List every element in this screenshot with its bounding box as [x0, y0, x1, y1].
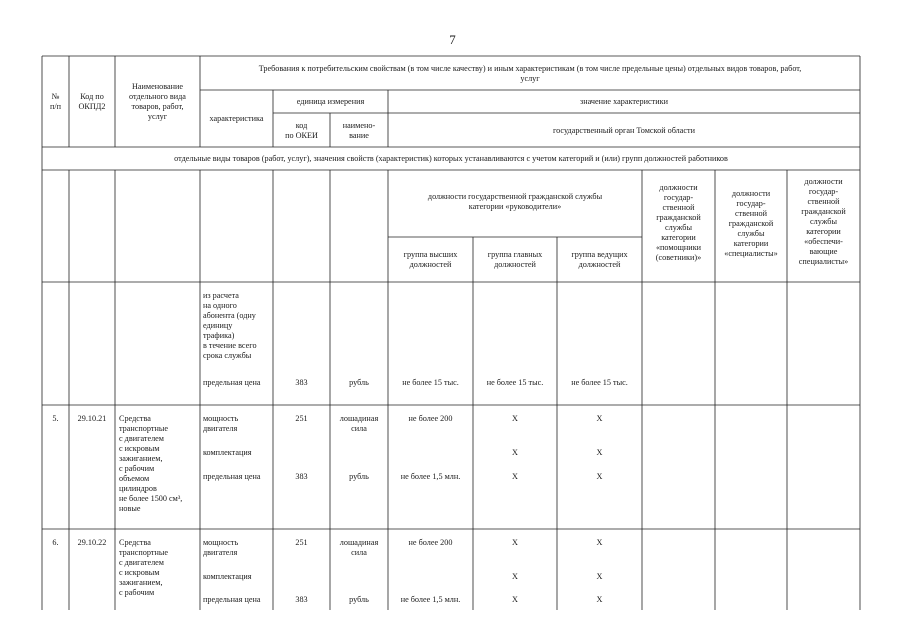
row-price-unit: рубль	[349, 472, 369, 481]
row-power-label: мощность двигателя	[203, 414, 239, 433]
header-unit: единица измерения	[296, 97, 365, 106]
row-power-code: 251	[295, 538, 308, 547]
row-power-unit: лошадиная сила	[339, 538, 379, 557]
cont-v2: не более 15 тыс.	[486, 378, 544, 387]
category-helpers: должности государ- ственной гражданской службы категории «помощники (советники)»	[655, 183, 702, 262]
category-support: должности государ- ственной гражданской службы категории «обеспечи- вающие специалисты»	[798, 177, 849, 266]
cont-v1: не более 15 тыс.	[402, 378, 459, 387]
row-equip-v2: X	[512, 448, 518, 457]
row-code: 29.10.22	[77, 538, 107, 547]
row-price-v2: X	[512, 595, 518, 604]
group-lead: группа ведущих должностей	[571, 250, 628, 269]
row-price-code: 383	[295, 595, 308, 604]
row-price-v3: X	[596, 595, 603, 604]
header-value: значение характеристики	[580, 97, 668, 106]
row-price-v1: не более 1,5 млн.	[400, 472, 461, 481]
row-price-label: предельная цена	[203, 595, 261, 604]
page-number: 7	[449, 32, 456, 47]
cont-price-label: предельная цена	[203, 378, 261, 387]
row-power-code: 251	[295, 414, 308, 423]
row-equip-v3: X	[596, 572, 603, 581]
row-name: Средства транспортные с двигателем с искровым зажиганием, с рабочим	[119, 538, 168, 597]
row-power-v1: не более 200	[408, 414, 453, 423]
header-name: Наименование отдельного вида товаров, работ, услуг	[129, 82, 186, 121]
group-main: группа главных должностей	[487, 250, 543, 269]
row-power-v3: X	[596, 414, 603, 423]
header-org: государственный орган Томской области	[552, 126, 695, 135]
row-price-code: 383	[295, 472, 308, 481]
row-power-unit: лошадиная сила	[339, 414, 379, 433]
header-characteristic: характеристика	[209, 114, 264, 123]
row-num: 6.	[52, 538, 59, 547]
category-leaders: должности государственной гражданской службы категории «руководители»	[427, 192, 603, 211]
row-equip-v3: X	[596, 448, 603, 457]
cont-char-text: из расчета на одного абонента (одну единицу трафика) в течение всего срока службы	[203, 291, 257, 360]
header-unit-name: наимено- вание	[342, 121, 376, 140]
section-row: отдельные виды товаров (работ, услуг), значения свойств (характеристик) которых устанавливаются с учетом категорий и (или) групп должностей работников	[174, 154, 728, 163]
group-high: группа высших должностей	[403, 250, 458, 269]
row-price-unit: рубль	[349, 595, 369, 604]
row-equip-label: комплектация	[203, 448, 252, 457]
row-power-v2: X	[512, 414, 518, 423]
cont-price-unit: рубль	[349, 378, 369, 387]
row-name: Средства транспортные с двигателем с искровым зажиганием, с рабочим объемом цилиндров не более 1500 см³, новые	[119, 414, 183, 513]
row-price-label: предельная цена	[203, 472, 261, 481]
row-power-label: мощность двигателя	[203, 538, 239, 557]
row-code: 29.10.21	[77, 414, 107, 423]
row-equip-label: комплектация	[203, 572, 252, 581]
category-specialists: должности государ- ственной гражданской службы категории «специалисты»	[724, 189, 778, 258]
row-price-v3: X	[596, 472, 603, 481]
header-okei-code: код по ОКЕИ	[285, 121, 318, 140]
row-price-v2: X	[512, 472, 518, 481]
cont-v3: не более 15 тыс.	[571, 378, 628, 387]
row-power-v2: X	[512, 538, 518, 547]
header-requirements: Требования к потребительским свойствам (в том числе качеству) и иным характеристикам (в том числе предельные цены) отдельных видов товаров, работ, услуг	[258, 64, 802, 83]
header-okpd: Код по ОКПД2	[78, 92, 106, 111]
row-price-v1: не более 1,5 млн.	[400, 595, 461, 604]
row-equip-v2: X	[512, 572, 518, 581]
cont-price-code: 383	[295, 378, 308, 387]
row-power-v3: X	[596, 538, 603, 547]
row-num: 5.	[52, 414, 59, 423]
row-power-v1: не более 200	[408, 538, 453, 547]
header-num: № п/п	[49, 92, 62, 111]
